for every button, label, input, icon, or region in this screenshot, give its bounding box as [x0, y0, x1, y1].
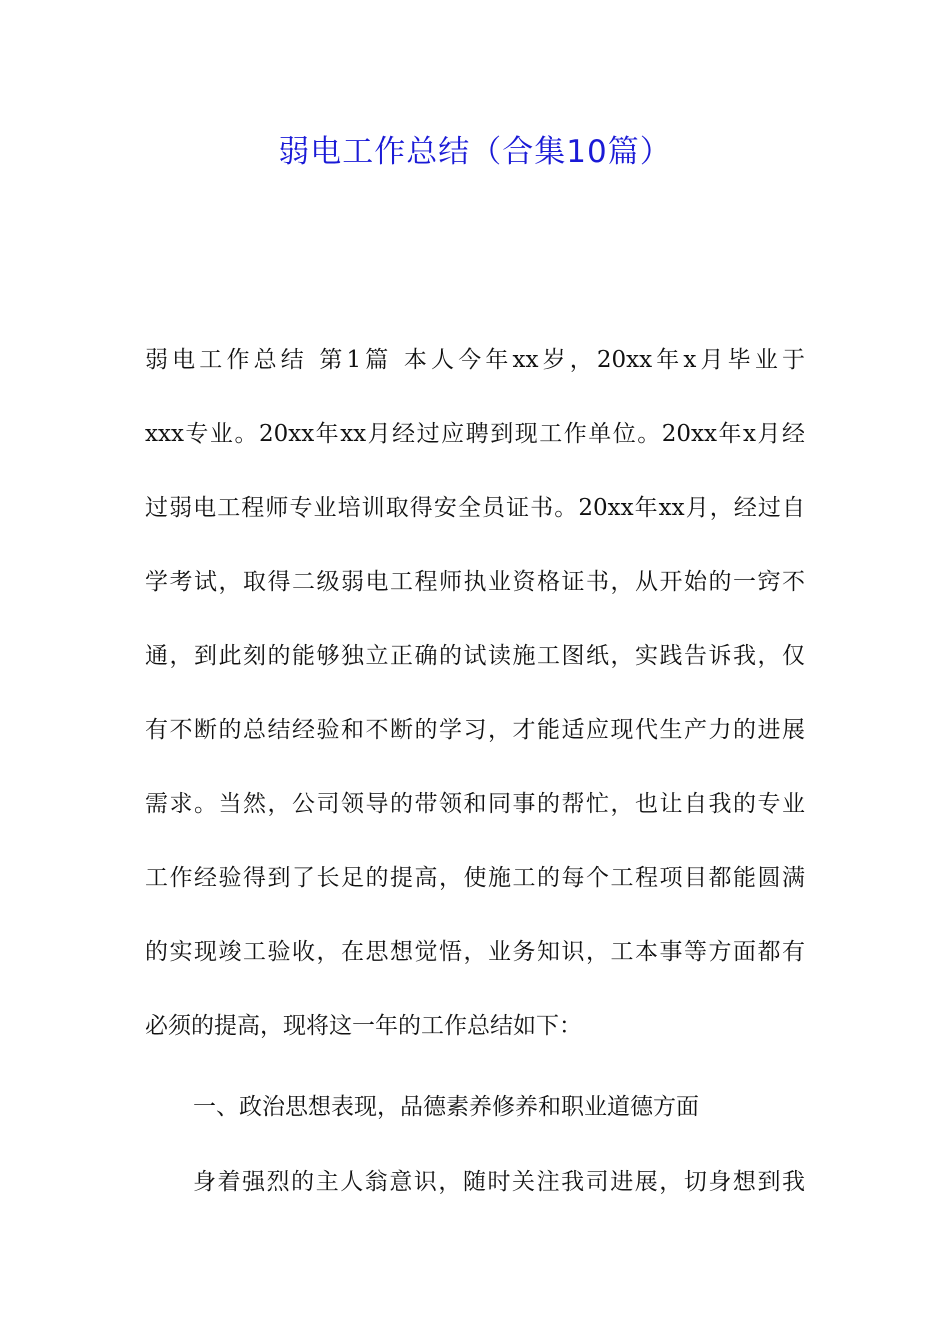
- paragraph-line: 有不断的总结经验和不断的学习，才能适应现代生产力的进展: [145, 717, 805, 743]
- paragraph-line: 需求。当然，公司领导的带领和同事的帮忙，也让自我的专业: [145, 791, 805, 817]
- section-heading: 一、政治思想表现，品德素养修养和职业道德方面: [193, 1094, 699, 1120]
- paragraph-line: 通，到此刻的能够独立正确的试读施工图纸，实践告诉我，仅: [145, 643, 805, 669]
- paragraph-line: 过弱电工程师专业培训取得安全员证书。20xx年xx月，经过自: [145, 495, 805, 521]
- paragraph-line: 的实现竣工验收，在思想觉悟，业务知识，工本事等方面都有: [145, 939, 805, 965]
- section-paragraph: 身着强烈的主人翁意识，随时关注我司进展，切身想到我: [193, 1169, 805, 1195]
- paragraph-line: 学考试，取得二级弱电工程师执业资格证书，从开始的一窍不: [145, 569, 805, 595]
- paragraph-line: 工作经验得到了长足的提高，使施工的每个工程项目都能圆满: [145, 865, 805, 891]
- intro-paragraph: [145, 338, 805, 1078]
- paragraph-line: 必须的提高，现将这一年的工作总结如下：: [145, 1013, 582, 1039]
- document-title: 弱电工作总结（合集10篇）: [278, 134, 672, 170]
- paragraph-line: 弱电工作总结 第1篇 本人今年xx岁，20xx年x月毕业于: [145, 347, 805, 373]
- paragraph-line: xxx专业。20xx年xx月经过应聘到现工作单位。20xx年x月经: [145, 421, 805, 447]
